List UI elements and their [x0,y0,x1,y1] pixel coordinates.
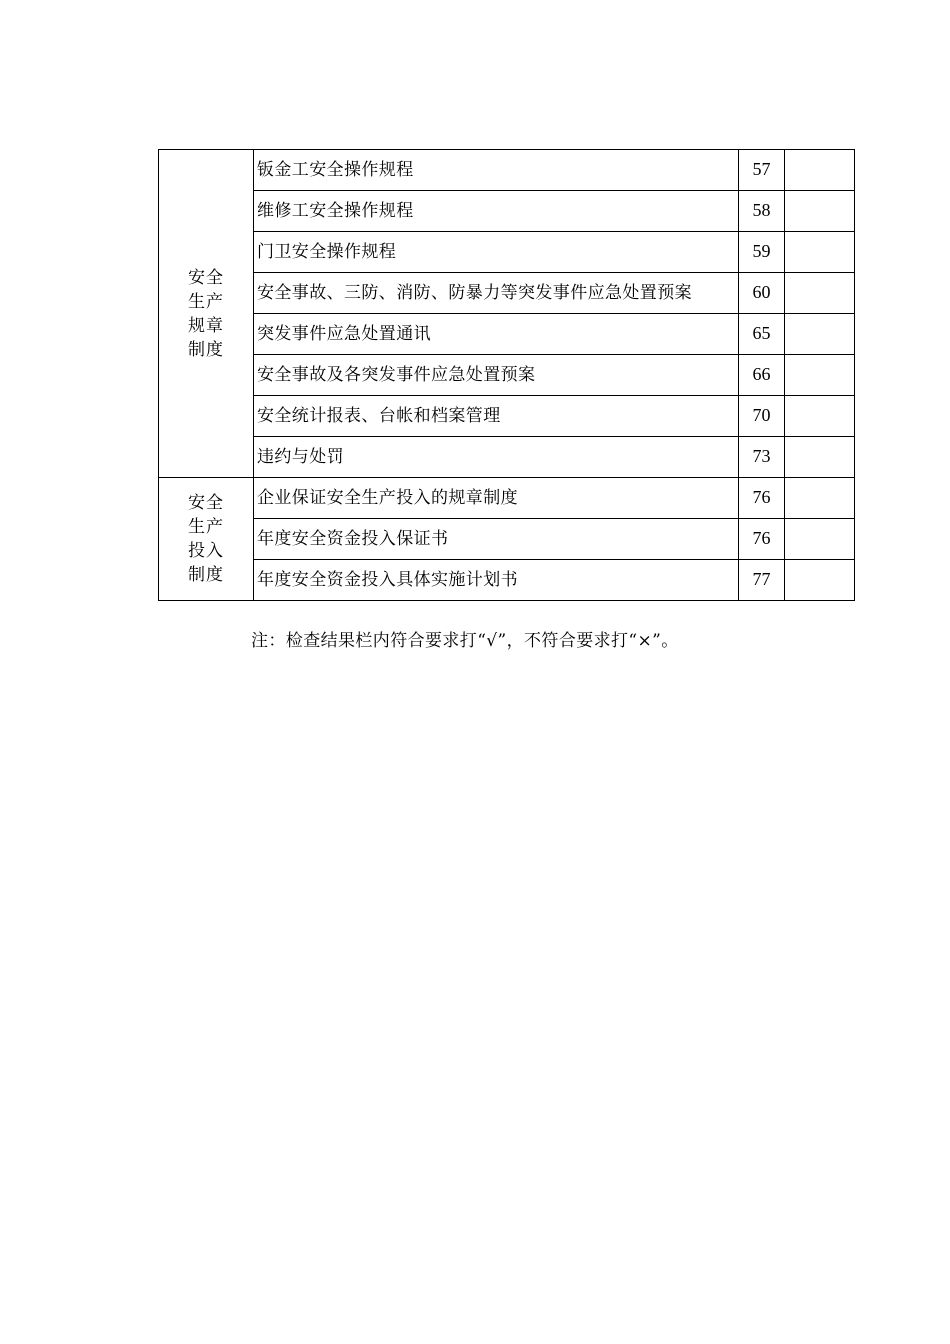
result-cell[interactable] [785,355,855,396]
item-page-number: 66 [739,355,785,396]
result-cell[interactable] [785,314,855,355]
table-row [159,355,855,396]
table-row [159,314,855,355]
result-cell[interactable] [785,232,855,273]
item-page-number: 76 [739,519,785,560]
item-title: 安全事故、三防、消防、防暴力等突发事件应急处置预案 [254,273,739,314]
table-row [159,273,855,314]
item-title: 年度安全资金投入具体实施计划书 [254,560,739,601]
item-page-number: 57 [739,150,785,191]
item-page-number: 73 [739,437,785,478]
item-title: 维修工安全操作规程 [254,191,739,232]
item-title: 安全事故及各突发事件应急处置预案 [254,355,739,396]
table-row [159,150,855,191]
item-page-number: 77 [739,560,785,601]
table-row [159,519,855,560]
result-cell[interactable] [785,273,855,314]
item-page-number: 65 [739,314,785,355]
item-title: 钣金工安全操作规程 [254,150,739,191]
table-row [159,396,855,437]
item-page-number: 59 [739,232,785,273]
table-row [159,478,855,519]
footnote: 注：检查结果栏内符合要求打“√”，不符合要求打“×”。 [251,631,679,651]
item-title: 年度安全资金投入保证书 [254,519,739,560]
checklist-table [158,149,855,601]
section-label: 安全生产规章制度 [188,267,224,360]
result-cell[interactable] [785,150,855,191]
item-page-number: 70 [739,396,785,437]
result-cell[interactable] [785,437,855,478]
result-cell[interactable] [785,396,855,437]
table-row [159,191,855,232]
section-cell [159,478,254,601]
table-row [159,232,855,273]
item-page-number: 60 [739,273,785,314]
section-cell [159,150,254,478]
item-page-number: 76 [739,478,785,519]
result-cell[interactable] [785,519,855,560]
item-page-number: 58 [739,191,785,232]
table-row [159,437,855,478]
section-label: 安全生产投入制度 [188,493,224,585]
item-title: 门卫安全操作规程 [254,232,739,273]
item-title: 突发事件应急处置通讯 [254,314,739,355]
table-row [159,560,855,601]
result-cell[interactable] [785,191,855,232]
result-cell[interactable] [785,478,855,519]
item-title: 安全统计报表、台帐和档案管理 [254,396,739,437]
result-cell[interactable] [785,560,855,601]
item-title: 企业保证安全生产投入的规章制度 [254,478,739,519]
item-title: 违约与处罚 [254,437,739,478]
